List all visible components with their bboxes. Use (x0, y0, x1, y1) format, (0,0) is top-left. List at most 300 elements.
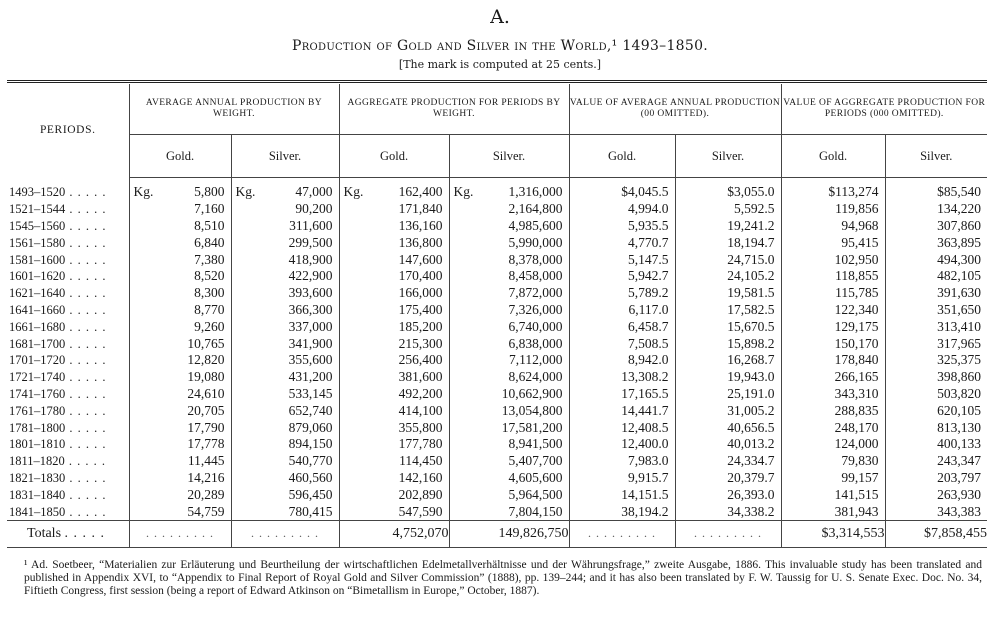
period-cell: 1545–1560 . . . . . (9, 218, 107, 233)
cell-value: 9,915.7 (628, 469, 669, 485)
cell-val-avg-silver (675, 470, 781, 487)
cell-val-agg-silver (885, 369, 987, 386)
cell-val-agg-gold (781, 352, 885, 369)
cell-value: 400,133 (937, 436, 981, 452)
kg-unit-prefix: Kg. (235, 184, 256, 200)
cell-value: 363,895 (937, 234, 981, 250)
cell-value: 460,560 (288, 469, 333, 485)
cell-agg-silver (449, 178, 569, 201)
cell-avg-gold (129, 285, 231, 302)
cell-agg-silver (449, 503, 569, 520)
cell-value: 20,379.7 (727, 469, 775, 485)
cell-value: 307,860 (937, 217, 981, 233)
table-row (7, 470, 987, 487)
cell-value: 40,656.5 (727, 419, 775, 435)
cell-val-avg-silver (675, 352, 781, 369)
cell-val-avg-silver (675, 386, 781, 403)
cell-agg-gold (339, 178, 449, 201)
cell-value: 118,855 (835, 268, 879, 284)
cell-agg-gold (339, 335, 449, 352)
cell-val-agg-gold (781, 268, 885, 285)
cell-value: 15,670.5 (727, 318, 775, 334)
period-cell: 1601–1620 . . . . . (9, 269, 107, 284)
cell-value: 393,600 (288, 285, 333, 301)
cell-val-agg-gold (781, 234, 885, 251)
kg-unit-prefix: Kg. (343, 184, 364, 200)
period-label: 1681–1700 (9, 336, 66, 351)
periods-header: PERIODS. (39, 124, 96, 137)
cell-value: 343,310 (834, 385, 879, 401)
cell-value: 8,942.0 (628, 352, 669, 368)
cell-value: 317,965 (937, 335, 981, 351)
cell-val-avg-silver (675, 218, 781, 235)
cell-value: 141,515 (834, 486, 879, 502)
cell-value: 95,415 (841, 234, 879, 250)
cell-avg-gold (129, 486, 231, 503)
totals-agg-silver: 149,826,750 (449, 520, 569, 547)
cell-val-agg-silver (885, 318, 987, 335)
cell-agg-silver (449, 453, 569, 470)
cell-value: 150,170 (834, 335, 879, 351)
cell-value: 355,800 (398, 419, 443, 435)
cell-val-agg-gold (781, 318, 885, 335)
cell-value: 122,340 (834, 301, 879, 317)
cell-value: 11,445 (187, 453, 225, 469)
cell-value: 10,662,900 (501, 385, 563, 401)
period-cell: 1521–1544 . . . . . (9, 202, 107, 217)
cell-agg-gold (339, 369, 449, 386)
cell-avg-gold (129, 453, 231, 470)
cell-val-avg-silver (675, 369, 781, 386)
cell-value: 16,268.7 (727, 352, 775, 368)
cell-value: 547,590 (398, 503, 443, 519)
cell-value: 494,300 (937, 251, 981, 267)
cell-value: 178,840 (834, 352, 879, 368)
table-row (7, 419, 987, 436)
period-label: 1521–1544 (9, 202, 66, 217)
cell-value: 17,165.5 (621, 385, 669, 401)
cell-value: 7,112,000 (509, 352, 563, 368)
totals-label: Totals (27, 525, 62, 541)
cell-val-avg-silver (675, 302, 781, 319)
cell-value: 263,930 (937, 486, 981, 502)
cell-agg-gold (339, 268, 449, 285)
cell-val-avg-gold (569, 419, 675, 436)
totals-empty: . . . . . . . . . (231, 520, 339, 547)
cell-agg-silver (449, 318, 569, 335)
cell-val-agg-gold (781, 503, 885, 520)
period-label: 1741–1760 (9, 386, 66, 401)
cell-val-agg-silver (885, 402, 987, 419)
cell-value: 596,450 (288, 486, 333, 502)
totals-empty: . . . . . . . . . (129, 520, 231, 547)
table-row (7, 285, 987, 302)
subheader-gold: Gold. (781, 135, 885, 178)
period-label: 1841–1850 (9, 504, 66, 519)
totals-val-gold: $3,314,553 (781, 520, 885, 547)
cell-value: 170,400 (398, 268, 443, 284)
cell-value: 13,054,800 (501, 402, 563, 418)
cell-value: 4,985,600 (508, 217, 563, 233)
period-cell: 1801–1810 . . . . . (9, 437, 107, 452)
cell-val-avg-gold (569, 386, 675, 403)
cell-val-avg-silver (675, 419, 781, 436)
cell-avg-gold (129, 352, 231, 369)
cell-avg-silver (231, 335, 339, 352)
cell-value: 7,983.0 (628, 453, 669, 469)
cell-avg-gold (129, 470, 231, 487)
period-cell: 1681–1700 . . . . . (9, 336, 107, 351)
cell-value: 311,600 (289, 217, 333, 233)
cell-agg-silver (449, 234, 569, 251)
cell-value: 266,165 (834, 369, 879, 385)
cell-value: 7,160 (194, 201, 225, 217)
cell-val-agg-gold (781, 251, 885, 268)
cell-value: 19,241.2 (727, 217, 775, 233)
cell-avg-gold (129, 234, 231, 251)
group-header-avg-value: VALUE OF AVERAGE ANNUAL PRODUCTION (00 OMITTED). (569, 84, 781, 135)
period-label: 1621–1640 (9, 286, 66, 301)
cell-value: 482,105 (937, 268, 981, 284)
cell-agg-silver (449, 218, 569, 235)
period-label: 1493–1520 (9, 185, 66, 200)
cell-avg-gold (129, 218, 231, 235)
cell-val-avg-gold (569, 369, 675, 386)
cell-val-agg-silver (885, 335, 987, 352)
cell-agg-gold (339, 285, 449, 302)
cell-value: 8,770 (194, 301, 225, 317)
cell-avg-gold (129, 402, 231, 419)
cell-agg-silver (449, 201, 569, 218)
cell-val-agg-silver (885, 268, 987, 285)
group-header-agg-value: VALUE OF AGGREGATE PRODUCTION FOR PERIODS (000 OMITTED). (781, 84, 987, 135)
table-row (7, 302, 987, 319)
cell-agg-silver (449, 302, 569, 319)
cell-avg-gold (129, 369, 231, 386)
subheader-silver: Silver. (449, 135, 569, 178)
cell-value: 5,592.5 (734, 201, 775, 217)
cell-val-avg-gold (569, 486, 675, 503)
period-label: 1661–1680 (9, 319, 66, 334)
cell-val-avg-gold (569, 318, 675, 335)
cell-agg-gold (339, 251, 449, 268)
cell-value: 5,789.2 (628, 285, 669, 301)
cell-val-avg-gold (569, 251, 675, 268)
cell-value: 503,820 (937, 385, 981, 401)
cell-value: 431,200 (288, 369, 333, 385)
period-label: 1811–1820 (9, 454, 65, 469)
cell-value: 5,800 (194, 184, 225, 200)
cell-value: 8,300 (194, 285, 225, 301)
cell-avg-gold (129, 436, 231, 453)
group-header-avg-weight: AVERAGE ANNUAL PRODUCTION BY WEIGHT. (129, 84, 339, 135)
cell-value: 313,410 (937, 318, 981, 334)
cell-avg-silver (231, 436, 339, 453)
cell-value: 94,968 (841, 217, 879, 233)
cell-agg-gold (339, 234, 449, 251)
totals-empty: . . . . . . . . . (569, 520, 675, 547)
mark-note: [The mark is computed at 25 cents.] (398, 58, 602, 71)
cell-value: $3,055.0 (727, 184, 775, 200)
cell-val-avg-gold (569, 234, 675, 251)
cell-agg-gold (339, 386, 449, 403)
period-cell: 1761–1780 . . . . . (9, 403, 107, 418)
cell-value: 398,860 (937, 369, 981, 385)
cell-val-agg-silver (885, 486, 987, 503)
cell-val-avg-silver (675, 503, 781, 520)
subheader-silver: Silver. (231, 135, 339, 178)
cell-value: 185,200 (398, 318, 443, 334)
cell-value: 355,600 (288, 352, 333, 368)
cell-avg-silver (231, 352, 339, 369)
cell-val-agg-silver (885, 453, 987, 470)
cell-value: 18,194.7 (727, 234, 775, 250)
cell-val-avg-gold (569, 218, 675, 235)
cell-value: 10,765 (187, 335, 225, 351)
cell-agg-silver (449, 386, 569, 403)
cell-avg-silver (231, 251, 339, 268)
cell-value: 17,790 (187, 419, 225, 435)
subheader-gold: Gold. (569, 135, 675, 178)
footnote: ¹ Ad. Soetbeer, “Materialien zur Erläuterung und Beurtheilung der wirtschaftlichen Edelmetallverhältnisse und der Währungsfrage,” zweite Ausgabe, 1886. This invaluable study has been translated and published in Appendix XVI, to “Appendix to Final Report of Royal Gold and Silver Commission” (1888), pp. 139–244; and it has also been translated by F. W. Taussig for U. S. Senate Exec. Doc. No. 34, Fiftieth Congress, first session (being a report of Edward Atkinson on “Bimetallism in Europe,” October, 1887). (24, 559, 982, 597)
cell-avg-silver (231, 419, 339, 436)
cell-value: 203,797 (937, 469, 981, 485)
period-label: 1601–1620 (9, 269, 66, 284)
cell-val-agg-silver (885, 302, 987, 319)
cell-value: 418,900 (288, 251, 333, 267)
production-table (7, 80, 987, 548)
cell-val-avg-gold (569, 352, 675, 369)
cell-val-avg-silver (675, 335, 781, 352)
cell-value: 243,347 (937, 453, 981, 469)
cell-avg-silver (231, 302, 339, 319)
cell-avg-gold (129, 268, 231, 285)
cell-agg-gold (339, 419, 449, 436)
cell-val-avg-gold (569, 470, 675, 487)
cell-value: 7,380 (194, 251, 225, 267)
cell-value: 8,941,500 (508, 436, 563, 452)
period-cell: 1493–1520 . . . . . (9, 185, 107, 200)
cell-value: 5,935.5 (628, 217, 669, 233)
cell-val-agg-gold (781, 402, 885, 419)
cell-value: 136,800 (398, 234, 443, 250)
cell-avg-silver (231, 268, 339, 285)
cell-value: 142,160 (398, 469, 443, 485)
cell-value: 5,147.5 (628, 251, 669, 267)
cell-value: 492,200 (398, 385, 443, 401)
cell-val-agg-silver (885, 218, 987, 235)
cell-value: 19,943.0 (727, 369, 775, 385)
cell-agg-gold (339, 352, 449, 369)
cell-value: 8,458,000 (508, 268, 563, 284)
cell-avg-gold (129, 503, 231, 520)
cell-value: 620,105 (937, 402, 981, 418)
cell-val-agg-silver (885, 503, 987, 520)
cell-value: 15,898.2 (727, 335, 775, 351)
appendix-letter: A. (490, 6, 510, 28)
cell-value: 652,740 (288, 402, 333, 418)
totals-empty: . . . . . . . . . (675, 520, 781, 547)
cell-value: 25,191.0 (727, 385, 775, 401)
cell-value: 351,650 (937, 301, 981, 317)
period-cell: 1561–1580 . . . . . (9, 235, 107, 250)
cell-value: $85,540 (937, 184, 981, 200)
period-cell: 1621–1640 . . . . . (9, 286, 107, 301)
cell-value: 8,510 (194, 217, 225, 233)
table-row (7, 402, 987, 419)
cell-val-agg-silver (885, 285, 987, 302)
cell-value: 99,157 (841, 469, 879, 485)
cell-value: 171,840 (398, 201, 443, 217)
cell-val-agg-silver (885, 470, 987, 487)
cell-val-avg-silver (675, 486, 781, 503)
period-cell: 1841–1850 . . . . . (9, 504, 107, 519)
cell-value: 6,840 (194, 234, 225, 250)
cell-avg-gold (129, 419, 231, 436)
cell-value: 20,289 (187, 486, 225, 502)
cell-value: 1,316,000 (508, 184, 563, 200)
subheader-gold: Gold. (339, 135, 449, 178)
table-row (7, 318, 987, 335)
cell-val-avg-silver (675, 178, 781, 201)
cell-value: 256,400 (398, 352, 443, 368)
cell-avg-silver (231, 234, 339, 251)
cell-value: 879,060 (288, 419, 333, 435)
cell-agg-silver (449, 352, 569, 369)
cell-val-avg-silver (675, 453, 781, 470)
cell-val-avg-silver (675, 318, 781, 335)
cell-value: 337,000 (288, 318, 333, 334)
cell-agg-silver (449, 470, 569, 487)
totals-val-silver: $7,858,455 (885, 520, 987, 547)
period-label: 1761–1780 (9, 403, 66, 418)
cell-value: 6,740,000 (508, 318, 563, 334)
cell-value: 813,130 (937, 419, 981, 435)
cell-agg-gold (339, 470, 449, 487)
cell-avg-silver (231, 470, 339, 487)
subheader-silver: Silver. (675, 135, 781, 178)
cell-value: 124,000 (834, 436, 879, 452)
period-cell: 1641–1660 . . . . . (9, 302, 107, 317)
cell-value: 12,400.0 (621, 436, 669, 452)
cell-value: 6,458.7 (628, 318, 669, 334)
table-row (7, 251, 987, 268)
cell-value: 248,170 (834, 419, 879, 435)
cell-value: 8,624,000 (508, 369, 563, 385)
cell-value: 79,830 (841, 453, 879, 469)
cell-value: 31,005.2 (727, 402, 775, 418)
cell-value: 19,581.5 (727, 285, 775, 301)
cell-avg-gold (129, 335, 231, 352)
cell-val-agg-silver (885, 178, 987, 201)
cell-value: 7,508.5 (628, 335, 669, 351)
cell-val-agg-gold (781, 285, 885, 302)
cell-avg-gold (129, 251, 231, 268)
cell-value: 24,105.2 (727, 268, 775, 284)
cell-value: 299,500 (288, 234, 333, 250)
cell-val-avg-gold (569, 402, 675, 419)
cell-value: 129,175 (834, 318, 879, 334)
cell-value: 8,378,000 (508, 251, 563, 267)
cell-value: 343,383 (937, 503, 981, 519)
cell-value: 12,820 (187, 352, 225, 368)
table-row (7, 218, 987, 235)
cell-agg-gold (339, 436, 449, 453)
period-cell: 1701–1720 . . . . . (9, 353, 107, 368)
cell-value: 9,260 (194, 318, 225, 334)
cell-value: 19,080 (187, 369, 225, 385)
cell-val-agg-gold (781, 178, 885, 201)
cell-value: 5,990,000 (508, 234, 563, 250)
table-row (7, 234, 987, 251)
cell-agg-gold (339, 453, 449, 470)
period-cell: 1581–1600 . . . . . (9, 252, 107, 267)
cell-value: 90,200 (295, 201, 333, 217)
table-row (7, 268, 987, 285)
table-row (7, 369, 987, 386)
cell-avg-gold (129, 302, 231, 319)
cell-value: 5,964,500 (508, 486, 563, 502)
cell-value: 40,013.2 (727, 436, 775, 452)
cell-val-agg-gold (781, 335, 885, 352)
cell-avg-gold (129, 386, 231, 403)
cell-value: 119,856 (835, 201, 879, 217)
table-row (7, 352, 987, 369)
cell-avg-silver (231, 402, 339, 419)
cell-value: 414,100 (398, 402, 443, 418)
cell-val-agg-silver (885, 352, 987, 369)
period-label: 1831–1840 (9, 487, 66, 502)
cell-val-agg-silver (885, 251, 987, 268)
cell-value: 288,835 (834, 402, 879, 418)
cell-agg-silver (449, 436, 569, 453)
cell-avg-gold (129, 178, 231, 201)
cell-value: 134,220 (937, 201, 981, 217)
cell-value: $113,274 (828, 184, 879, 200)
cell-val-avg-silver (675, 201, 781, 218)
period-cell: 1741–1760 . . . . . (9, 386, 107, 401)
cell-value: 136,160 (398, 217, 443, 233)
cell-val-avg-silver (675, 268, 781, 285)
cell-value: 215,300 (398, 335, 443, 351)
cell-avg-silver (231, 486, 339, 503)
table-row (7, 453, 987, 470)
cell-value: 4,770.7 (628, 234, 669, 250)
cell-val-agg-gold (781, 436, 885, 453)
cell-value: 533,145 (288, 385, 333, 401)
cell-avg-silver (231, 503, 339, 520)
cell-value: 7,326,000 (508, 301, 563, 317)
cell-value: 24,715.0 (727, 251, 775, 267)
cell-value: 102,950 (834, 251, 879, 267)
cell-agg-silver (449, 251, 569, 268)
cell-val-avg-silver (675, 251, 781, 268)
cell-value: 47,000 (295, 184, 333, 200)
cell-value: 14,151.5 (621, 486, 669, 502)
cell-val-avg-silver (675, 436, 781, 453)
cell-value: 13,308.2 (621, 369, 669, 385)
cell-value: 115,785 (835, 285, 879, 301)
group-header-agg-weight: AGGREGATE PRODUCTION FOR PERIODS BY WEIGHT. (339, 84, 569, 135)
cell-value: 147,600 (398, 251, 443, 267)
cell-avg-silver (231, 285, 339, 302)
cell-val-avg-gold (569, 302, 675, 319)
period-label: 1701–1720 (9, 353, 66, 368)
cell-val-avg-gold (569, 268, 675, 285)
cell-val-avg-silver (675, 285, 781, 302)
totals-row: Totals . . . . . . . . . . . . . . . . . . . . . . . 4,752,070 149,826,750 . . . . . . . . . . . . . . . . . . $3,314,553 $7,858,455 (7, 520, 987, 547)
cell-value: 366,300 (288, 301, 333, 317)
